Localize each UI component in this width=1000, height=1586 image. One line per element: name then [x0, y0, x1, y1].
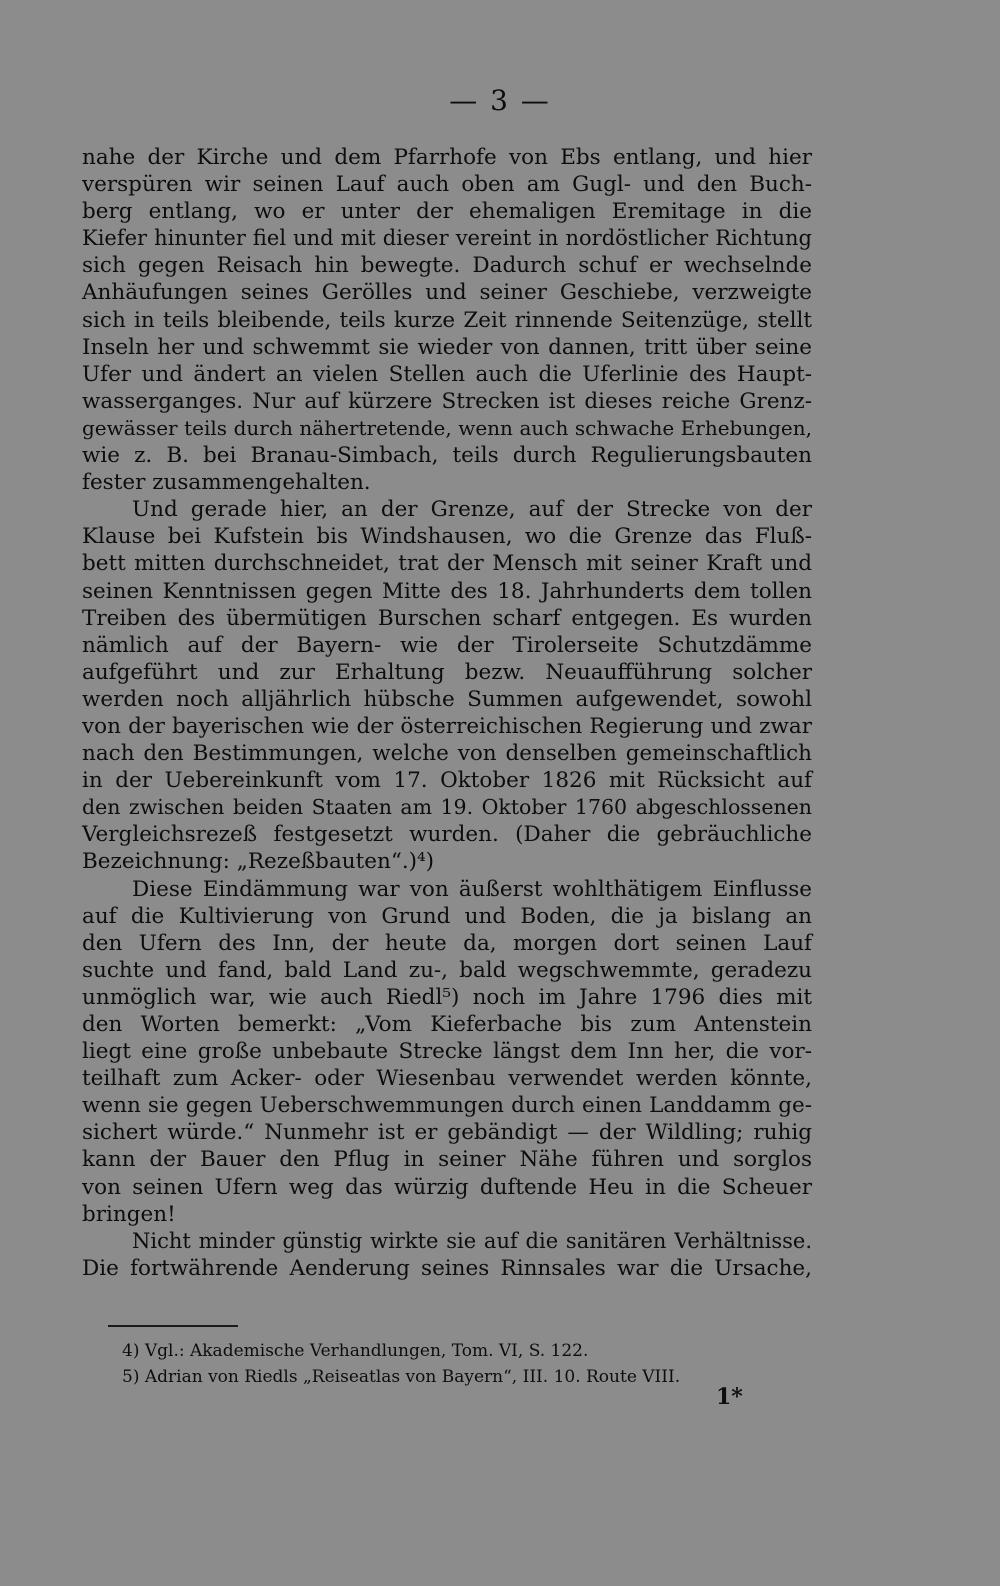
text-line: Klause bei Kufstein bis Windshausen, wo die Grenze das Fluß- — [82, 524, 812, 550]
page-number: — 3 — — [449, 84, 551, 117]
text-line: teilhaft zum Acker- oder Wiesenbau verwendet werden könnte, — [82, 1066, 812, 1092]
text-line: nach den Bestimmungen, welche von denselben gemeinschaftlich — [82, 741, 812, 767]
text-line: Bezeichnung: „Rezeßbauten“.)⁴) — [82, 849, 435, 875]
text-line: unmöglich war, wie auch Riedl⁵) noch im Jahre 1796 dies mit — [82, 984, 812, 1010]
text-line: Die fortwährende Aenderung seines Rinnsales war die Ursache, — [82, 1255, 812, 1281]
text-line: Nicht minder günstig wirkte sie auf die sanitären Verhältnisse. — [132, 1228, 812, 1253]
text-line: den Ufern des Inn, der heute da, morgen dort seinen Lauf — [82, 930, 812, 956]
text-line: kann der Bauer den Pflug in seiner Nähe führen und sorglos — [82, 1147, 812, 1173]
text-line: liegt eine große unbebaute Strecke längst dem Inn her, die vor- — [82, 1039, 812, 1065]
text-line: Diese Eindämmung war von äußerst wohlthätigem Einflusse — [132, 876, 812, 902]
text-line: von seinen Ufern weg das würzig duftende Heu in die Scheuer — [82, 1174, 812, 1200]
text-line: verspüren wir seinen Lauf auch oben am Gugl- und den Buch- — [82, 172, 812, 198]
text-line: nahe der Kirche und dem Pfarrhofe von Ebs entlang, und hier — [82, 145, 812, 170]
text-line: Vergleichsrezeß festgesetzt wurden. (Daher die gebräuchliche — [82, 822, 812, 848]
text-line: Und gerade hier, an der Grenze, auf der Strecke von der — [132, 497, 812, 523]
footnotes — [122, 1338, 822, 1390]
text-line: seinen Kenntnissen gegen Mitte des 18. Jahrhunderts dem tollen — [82, 578, 812, 604]
footnote-line: 5) Adrian von Riedls „Reiseatlas von Bayern“, III. 10. Route VIII. — [122, 1367, 681, 1387]
footnote-divider — [108, 1325, 238, 1327]
text-line: Anhäufungen seines Gerölles und seiner Geschiebe, verzweigte — [82, 280, 812, 306]
text-line: sich in teils bleibende, teils kurze Zeit rinnende Seitenzüge, stellt — [82, 307, 812, 333]
text-line: Inseln her und schwemmt sie wieder von dannen, tritt über seine — [82, 334, 812, 360]
text-line: Ufer und ändert an vielen Stellen auch die Uferlinie des Haupt- — [82, 361, 812, 387]
body-text — [82, 144, 812, 1282]
text-line: sich gegen Reisach hin bewegte. Dadurch schuf er wechselnde — [82, 253, 812, 279]
text-line: wasserganges. Nur auf kürzere Strecken ist dieses reiche Grenz- — [82, 388, 812, 414]
text-line: auf die Kultivierung von Grund und Boden, die ja bislang an — [82, 903, 812, 929]
text-line: gewässer teils durch nähertretende, wenn auch schwache Erhebungen, — [82, 415, 812, 440]
text-line: in der Uebereinkunft vom 17. Oktober 1826 mit Rücksicht auf — [82, 768, 812, 794]
text-line: den Worten bemerkt: „Vom Kieferbache bis zum Antenstein — [82, 1012, 812, 1037]
text-line: von der bayerischen wie der österreichischen Regierung und zwar — [82, 713, 812, 739]
text-line: bringen! — [82, 1201, 176, 1227]
text-line: fester zusammengehalten. — [82, 470, 371, 496]
text-line: Kiefer hinunter fiel und mit dieser vereint in nordöstlicher Richtung — [82, 226, 812, 251]
text-line: wenn sie gegen Ueberschwemmungen durch einen Landdamm ge- — [82, 1093, 812, 1119]
text-line: suchte und fand, bald Land zu-, bald wegschwemmte, geradezu — [82, 957, 812, 983]
text-line: berg entlang, wo er unter der ehemaligen Eremitage in die — [82, 199, 812, 225]
text-line: Treiben des übermütigen Burschen scharf entgegen. Es wurden — [82, 605, 812, 631]
text-line: werden noch alljährlich hübsche Summen aufgewendet, sowohl — [82, 686, 812, 712]
text-line: aufgeführt und zur Erhaltung bezw. Neuaufführung solcher — [82, 659, 812, 685]
text-line: bett mitten durchschneidet, trat der Mensch mit seiner Kraft und — [82, 551, 812, 577]
text-line: nämlich auf der Bayern- wie der Tirolerseite Schutzdämme — [82, 632, 812, 658]
footnote-line: 4) Vgl.: Akademische Verhandlungen, Tom. VI, S. 122. — [122, 1341, 589, 1361]
text-line: wie z. B. bei Branau-Simbach, teils durch Regulierungsbauten — [82, 443, 812, 469]
text-line: sichert würde.“ Nunmehr ist er gebändigt — der Wildling; ruhig — [82, 1120, 812, 1146]
signature-mark: 1* — [716, 1384, 743, 1410]
text-line: den zwischen beiden Staaten am 19. Oktober 1760 abgeschlossenen — [82, 795, 812, 820]
